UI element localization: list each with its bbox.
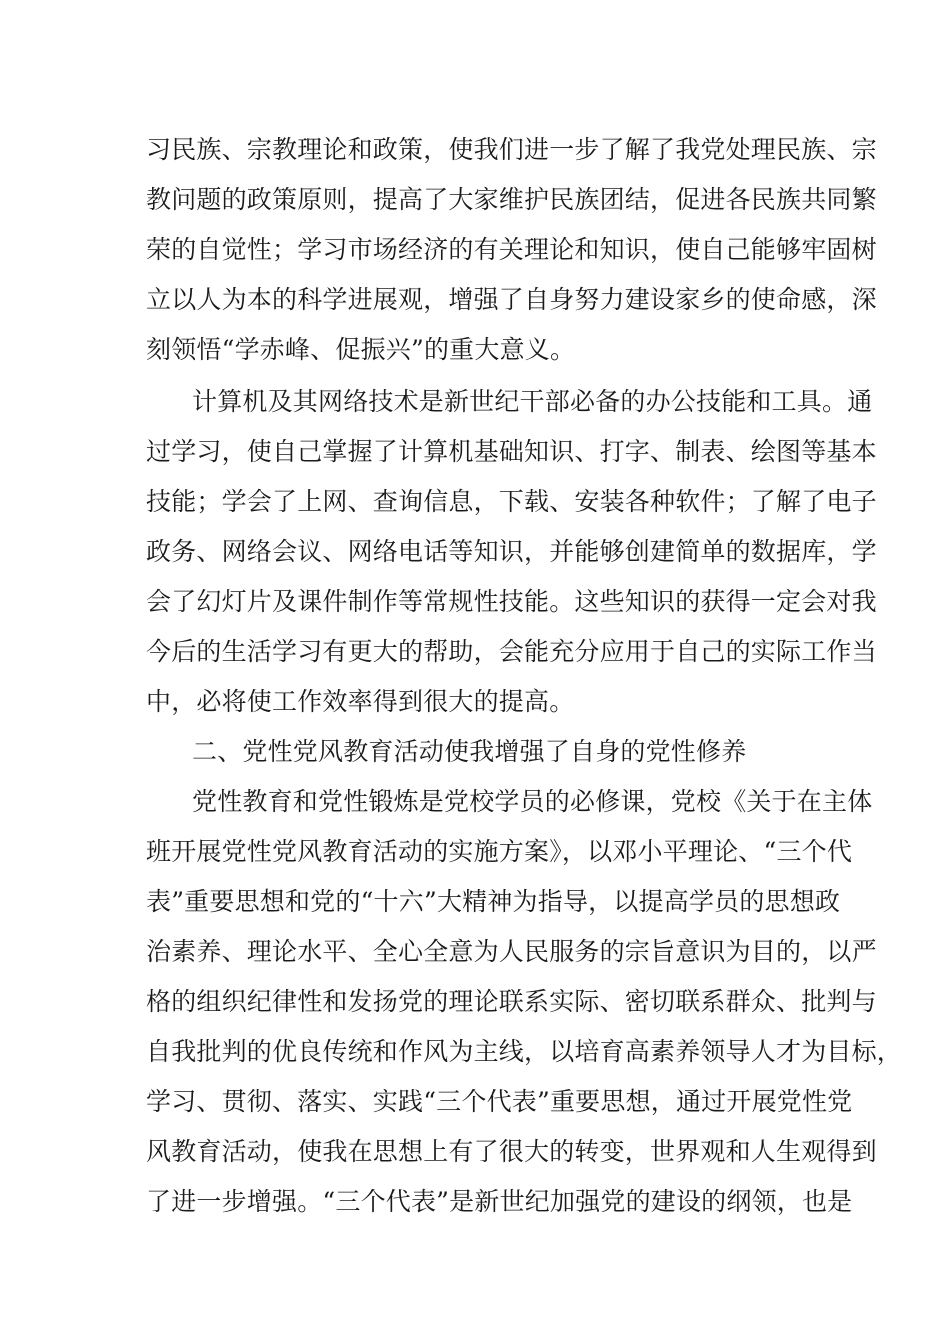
text-line: 会了幻灯片及课件制作等常规性技能。这些知识的获得一定会对我 bbox=[146, 587, 877, 616]
text-line: 表”重要思想和党的“十六”大精神为指导，以提高学员的思想政 bbox=[146, 887, 841, 916]
text-line: 了进一步增强。“三个代表”是新世纪加强党的建设的纲领，也是 bbox=[146, 1187, 853, 1216]
section-heading: 二、党性党风教育活动使我增强了自身的党性修养 bbox=[192, 737, 747, 766]
text-line: 学习、贯彻、落实、实践“三个代表”重要思想，通过开展党性党 bbox=[146, 1087, 853, 1116]
text-line: 过学习，使自己掌握了计算机基础知识、打字、制表、绘图等基本 bbox=[146, 437, 877, 466]
text-line: 格的组织纪律性和发扬党的理论联系实际、密切联系群众、批判与 bbox=[146, 987, 877, 1016]
text-line: 荣的自觉性；学习市场经济的有关理论和知识，使自己能够牢固树 bbox=[146, 235, 877, 264]
text-line: 中，必将使工作效率得到很大的提高。 bbox=[146, 687, 575, 716]
text-line: 政务、网络会议、网络电话等知识，并能够创建简单的数据库，学 bbox=[146, 537, 877, 566]
text-line: 班开展党性党风教育活动的实施方案》，以邓小平理论、“三个代 bbox=[146, 837, 853, 866]
text-line: 治素养、理论水平、全心全意为人民服务的宗旨意识为目的，以严 bbox=[146, 937, 877, 966]
text-line: 刻领悟“学赤峰、促振兴”的重大意义。 bbox=[146, 335, 576, 364]
text-line: 今后的生活学习有更大的帮助，会能充分应用于自己的实际工作当 bbox=[146, 637, 877, 666]
text-line: 自我批判的优良传统和作风为主线，以培育高素养领导人才为目标， bbox=[146, 1037, 903, 1066]
text-line: 立以人为本的科学进展观，增强了自身努力建设家乡的使命感，深 bbox=[146, 285, 877, 314]
text-line: 风教育活动，使我在思想上有了很大的转变，世界观和人生观得到 bbox=[146, 1137, 877, 1166]
text-line: 计算机及其网络技术是新世纪干部必备的办公技能和工具。通 bbox=[192, 387, 873, 416]
text-line: 习民族、宗教理论和政策，使我们进一步了解了我党处理民族、宗 bbox=[146, 135, 877, 164]
text-line: 技能；学会了上网、查询信息，下载、安装各种软件；了解了电子 bbox=[146, 487, 877, 516]
text-line: 教问题的政策原则，提高了大家维护民族团结，促进各民族共同繁 bbox=[146, 185, 877, 214]
text-line: 党性教育和党性锻炼是党校学员的必修课，党校《关于在主体 bbox=[192, 787, 873, 816]
